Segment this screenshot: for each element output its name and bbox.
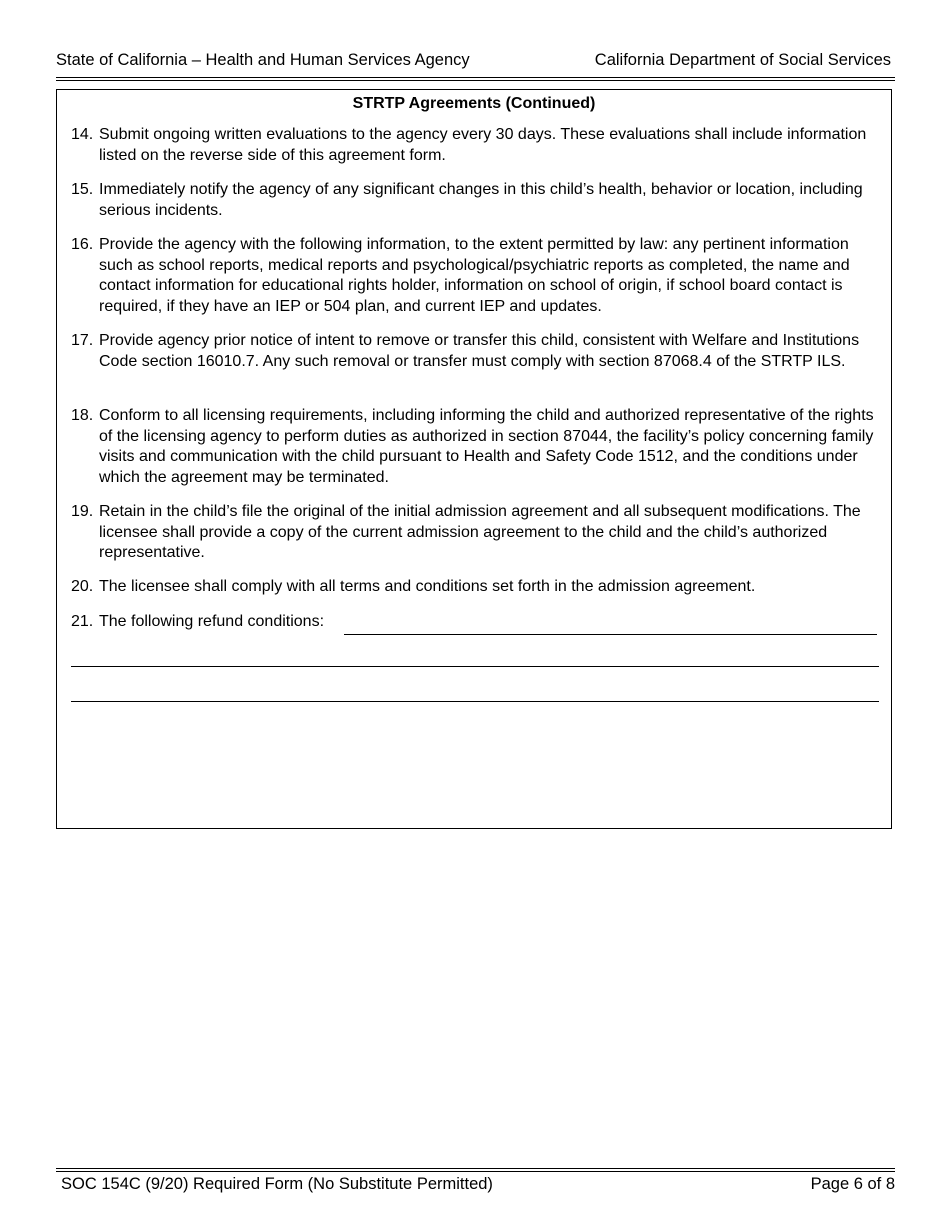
page-footer bbox=[61, 1175, 895, 1197]
agreement-item-17 bbox=[71, 331, 883, 372]
item-number: 21. bbox=[71, 613, 94, 630]
page-number: Page 6 of 8 bbox=[810, 1175, 895, 1193]
item-number: 14. bbox=[71, 126, 94, 143]
section-title: STRTP Agreements (Continued) bbox=[352, 95, 596, 112]
agreement-item-18 bbox=[71, 406, 883, 488]
department-name: California Department of Social Services bbox=[594, 51, 891, 69]
item-text: Provide the agency with the following information, to the extent permitted by law: any pertinent information such as school reports, medical reports and psychological/psychiatric reports as completed, the name and contact information for educational rights holder, information on school of origin, if school board contact is required, if they have an IEP or 504 plan, and current IEP and updates. bbox=[99, 236, 850, 315]
footer-rule-top bbox=[56, 1168, 895, 1169]
item-text: Provide agency prior notice of intent to remove or transfer this child, consistent with Welfare and Institutions Code section 16010.7. Any such removal or transfer must comply with section 87068.4 of the STRTP ILS. bbox=[99, 332, 860, 370]
item-number: 16. bbox=[71, 236, 94, 253]
item-number: 18. bbox=[71, 407, 94, 424]
agency-name: State of California – Health and Human Services Agency bbox=[56, 51, 470, 69]
item-text: The following refund conditions: bbox=[99, 613, 325, 630]
agreement-item-14 bbox=[71, 125, 883, 166]
item-text: The licensee shall comply with all terms and conditions set forth in the admission agreement. bbox=[99, 578, 756, 595]
agreement-item-19 bbox=[71, 502, 883, 564]
item-number: 20. bbox=[71, 578, 94, 595]
refund-conditions-line-3[interactable] bbox=[71, 701, 879, 702]
form-id: SOC 154C (9/20) Required Form (No Substitute Permitted) bbox=[61, 1175, 493, 1193]
item-text: Submit ongoing written evaluations to the agency every 30 days. These evaluations shall include information listed on the reverse side of this agreement form. bbox=[99, 126, 867, 164]
agreement-item-15 bbox=[71, 180, 883, 221]
agreements-box bbox=[56, 89, 892, 829]
agreement-item-16 bbox=[71, 235, 883, 317]
refund-conditions-line-1[interactable] bbox=[344, 634, 877, 635]
footer-rule-bottom bbox=[56, 1171, 895, 1172]
item-number: 15. bbox=[71, 181, 94, 198]
item-number: 19. bbox=[71, 503, 94, 520]
header-rule-top bbox=[56, 77, 895, 78]
agreement-item-21 bbox=[71, 612, 883, 633]
refund-conditions-line-2[interactable] bbox=[71, 666, 879, 667]
item-text: Retain in the child’s file the original of the initial admission agreement and all subsequent modifications. The licensee shall provide a copy of the current admission agreement to the child and the child’s authorized representative. bbox=[99, 503, 861, 561]
header-rule-bottom bbox=[56, 80, 895, 81]
page-header bbox=[56, 51, 891, 73]
item-text: Immediately notify the agency of any significant changes in this child’s health, behavior or location, including serious incidents. bbox=[99, 181, 863, 219]
item-text: Conform to all licensing requirements, including informing the child and authorized representative of the rights of the licensing agency to perform duties as authorized in section 87044, the facility’s policy concerning family visits and communication with the child pursuant to Health and Safety Code 1512, and the conditions under which the agreement may be terminated. bbox=[99, 407, 874, 486]
agreement-item-20 bbox=[71, 577, 883, 598]
item-number: 17. bbox=[71, 332, 94, 349]
